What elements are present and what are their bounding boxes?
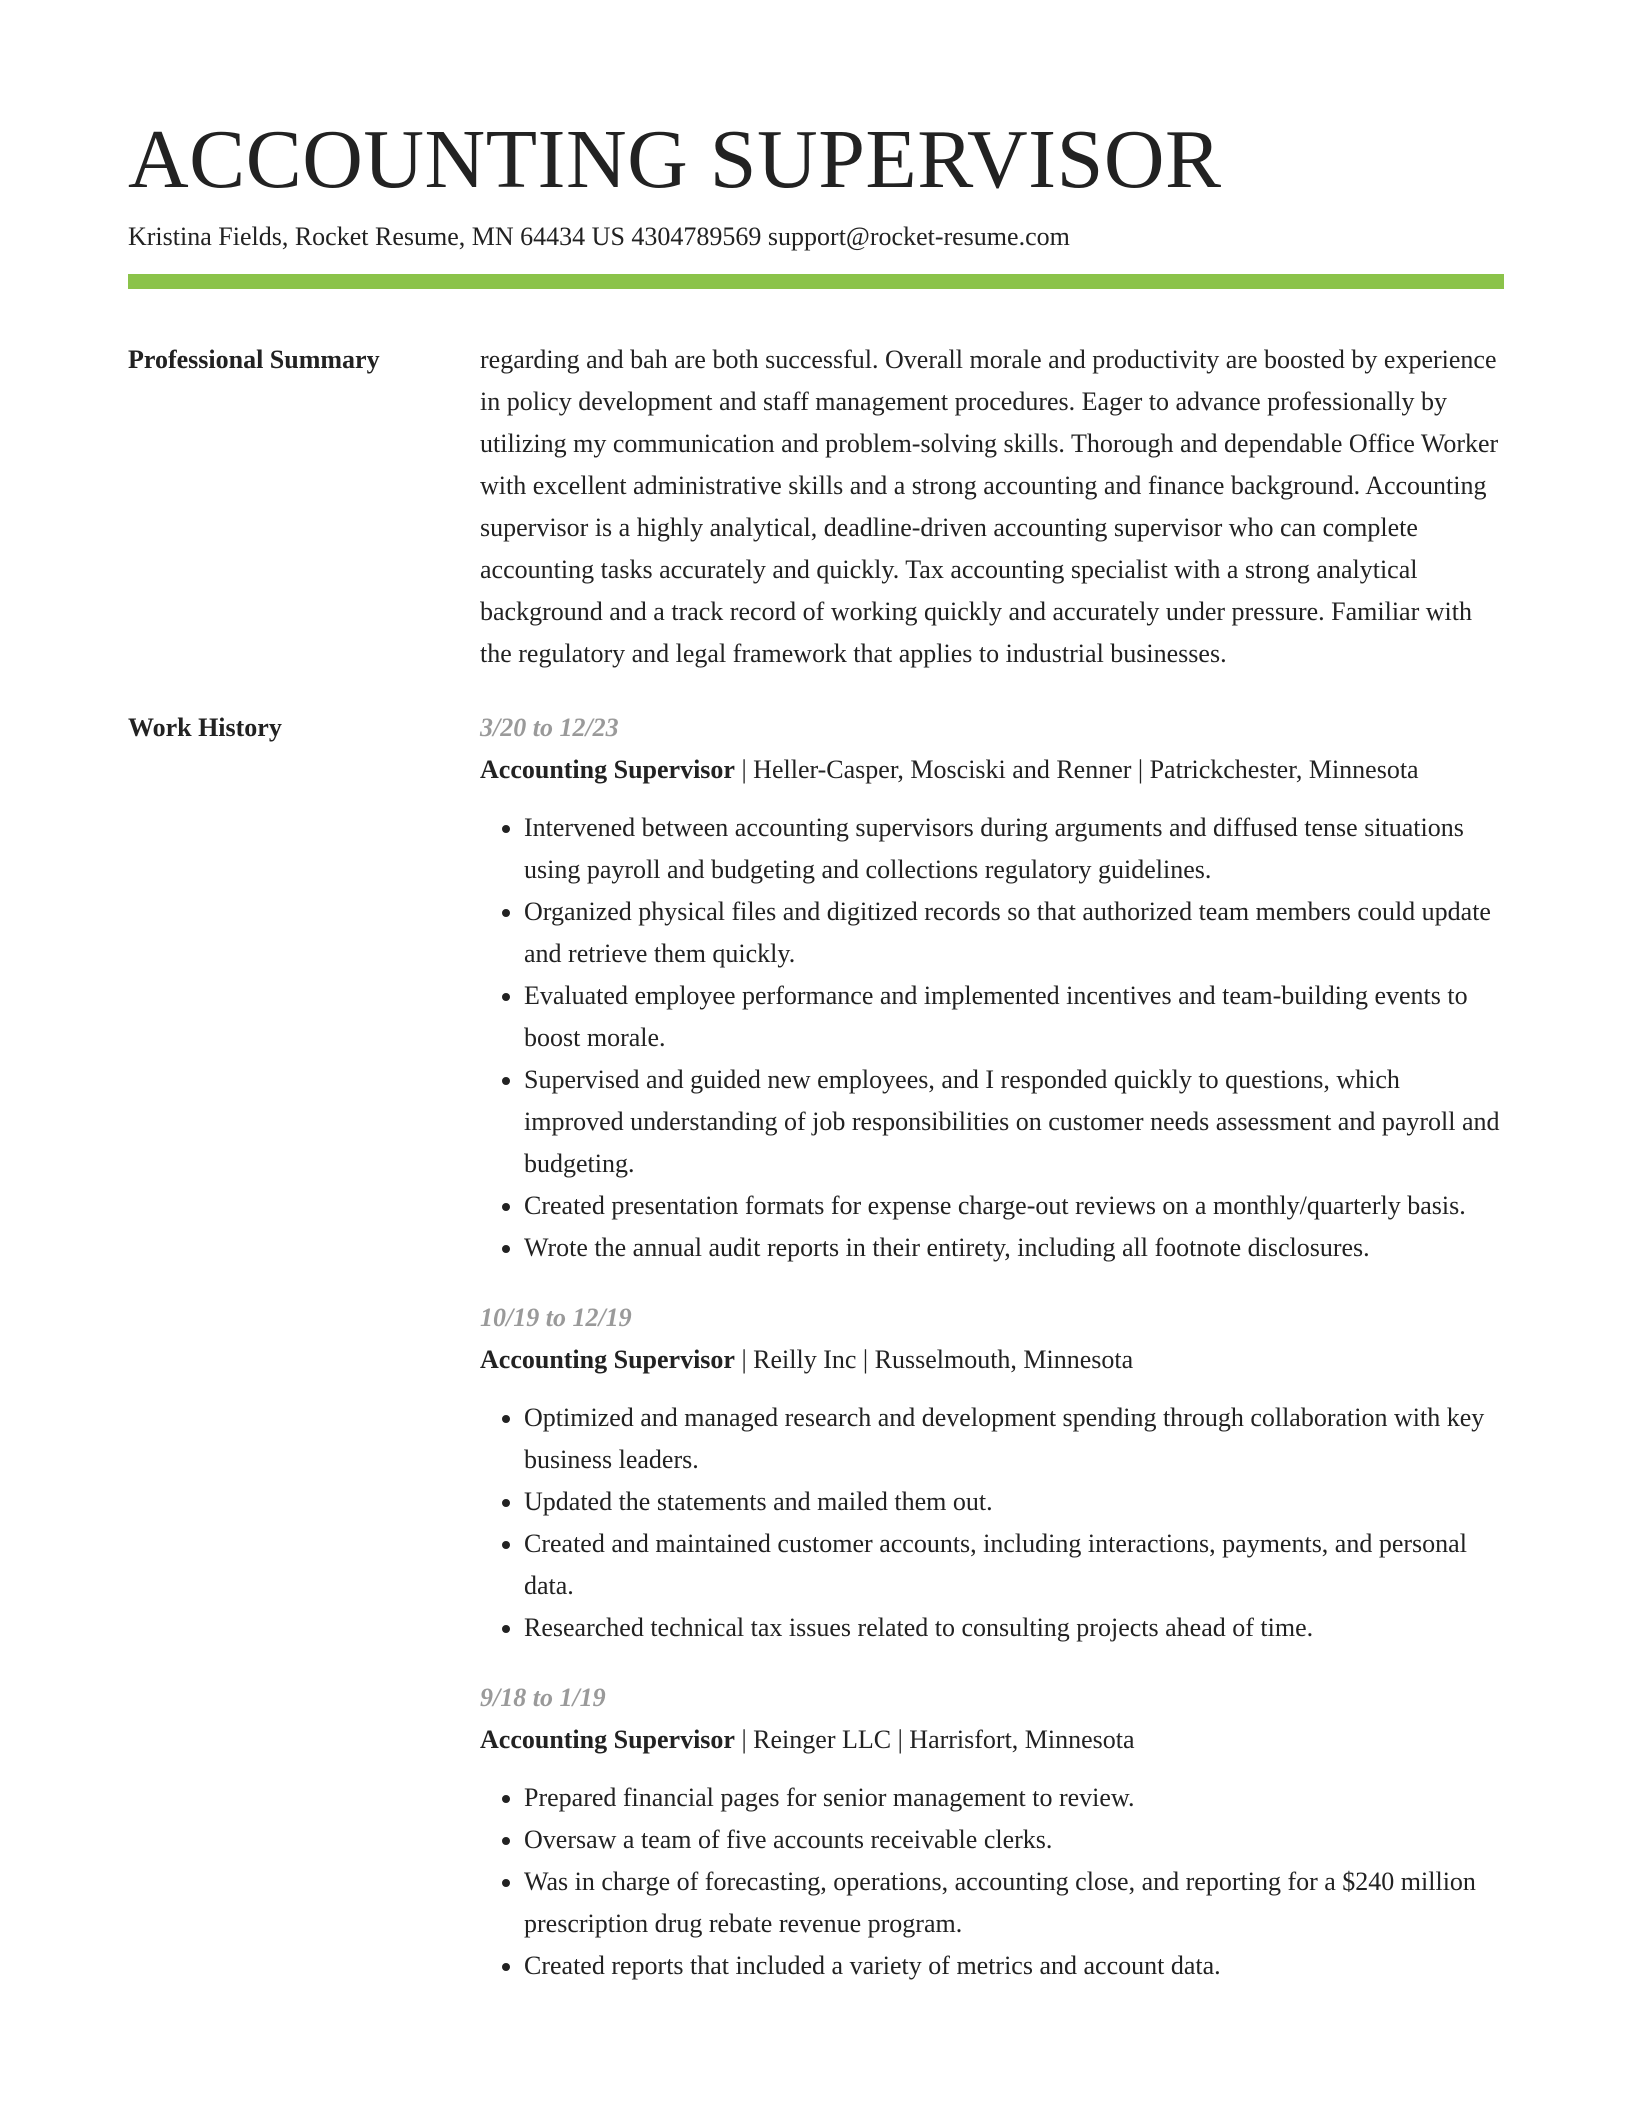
- job-bullets: [480, 1777, 1504, 1987]
- job-header: [480, 1719, 1504, 1761]
- job-bullet: • Created reports that included a variety of metrics and account data.: [524, 1945, 1504, 1987]
- summary-heading: Professional Summary: [128, 345, 380, 374]
- job-bullet: • Supervised and guided new employees, and I responded quickly to questions, which improved understanding of job responsibilities on customer needs assessment and payroll and budgeting.: [524, 1059, 1504, 1185]
- contact-line: [128, 220, 1504, 254]
- job-details: | Reinger LLC | Harrisfort, Minnesota: [734, 1725, 1135, 1754]
- job-details: | Heller-Casper, Mosciski and Renner | Patrickchester, Minnesota: [734, 755, 1419, 784]
- job-bullet: • Oversaw a team of five accounts receivable clerks.: [524, 1819, 1504, 1861]
- job-entry: [480, 707, 1504, 1269]
- job-bullet: • Wrote the annual audit reports in their entirety, including all footnote disclosures.: [524, 1227, 1504, 1269]
- job-title: Accounting Supervisor: [480, 1345, 735, 1374]
- contact-phone: 4304789569: [631, 222, 762, 251]
- contact-state-zip: MN 64434: [471, 222, 586, 251]
- resume-page: [128, 113, 1504, 2015]
- resume-name-title: ACCOUNTING SUPERVISOR: [128, 113, 1222, 206]
- job-entry: [480, 1677, 1504, 1987]
- job-bullet: • Optimized and managed research and development spending through collaboration with key business leaders.: [524, 1397, 1504, 1481]
- work-history-heading: Work History: [128, 713, 282, 742]
- summary-text: regarding and bah are both successful. Overall morale and productivity are boosted by experience in policy development and staff management procedures. Eager to advance professionally by utilizing my communication and problem-solving skills. Thorough and dependable Office Worker with excellent administrative skills and a strong accounting and finance background. Accounting supervisor is a highly analytical, deadline-driven accounting supervisor who can complete accounting tasks accurately and quickly. Tax accounting specialist with a strong analytical background and a track record of working quickly and accurately under pressure. Familiar with the regulatory and legal framework that applies to industrial businesses.: [480, 345, 1499, 668]
- job-bullet: • Evaluated employee performance and implemented incentives and team-building events to boost morale.: [524, 975, 1504, 1059]
- job-title: Accounting Supervisor: [480, 1725, 735, 1754]
- job-bullet: • Created and maintained customer accounts, including interactions, payments, and personal data.: [524, 1523, 1504, 1607]
- work-history-list: [480, 707, 1504, 2015]
- summary-section: [128, 339, 1504, 675]
- job-details: | Reilly Inc | Russelmouth, Minnesota: [734, 1345, 1134, 1374]
- work-history-section: [128, 707, 1504, 2015]
- job-dates: 9/18 to 1/19: [480, 1683, 606, 1712]
- job-bullet: • Created presentation formats for expense charge-out reviews on a monthly/quarterly basis.: [524, 1185, 1504, 1227]
- contact-person: Kristina Fields,: [128, 222, 289, 251]
- contact-email[interactable]: support@rocket-resume.com: [767, 222, 1070, 251]
- job-bullet: • Prepared financial pages for senior management to review.: [524, 1777, 1504, 1819]
- contact-country: US: [591, 222, 625, 251]
- job-bullets: [480, 1397, 1504, 1649]
- job-bullet: • Was in charge of forecasting, operations, accounting close, and reporting for a $240 million prescription drug rebate revenue program.: [524, 1861, 1504, 1945]
- contact-company: Rocket Resume,: [294, 222, 466, 251]
- job-dates: 3/20 to 12/23: [480, 713, 619, 742]
- job-bullet: • Researched technical tax issues related to consulting projects ahead of time.: [524, 1607, 1504, 1649]
- job-bullet: • Organized physical files and digitized records so that authorized team members could update and retrieve them quickly.: [524, 891, 1504, 975]
- job-bullet: • Updated the statements and mailed them out.: [524, 1481, 1504, 1523]
- header-divider: [128, 274, 1504, 289]
- job-dates: 10/19 to 12/19: [480, 1303, 632, 1332]
- job-title: Accounting Supervisor: [480, 755, 735, 784]
- job-header: [480, 1339, 1504, 1381]
- job-entry: [480, 1297, 1504, 1649]
- job-bullet: • Intervened between accounting supervisors during arguments and diffused tense situations using payroll and budgeting and collections regulatory guidelines.: [524, 807, 1504, 891]
- job-header: [480, 749, 1504, 791]
- job-bullets: [480, 807, 1504, 1269]
